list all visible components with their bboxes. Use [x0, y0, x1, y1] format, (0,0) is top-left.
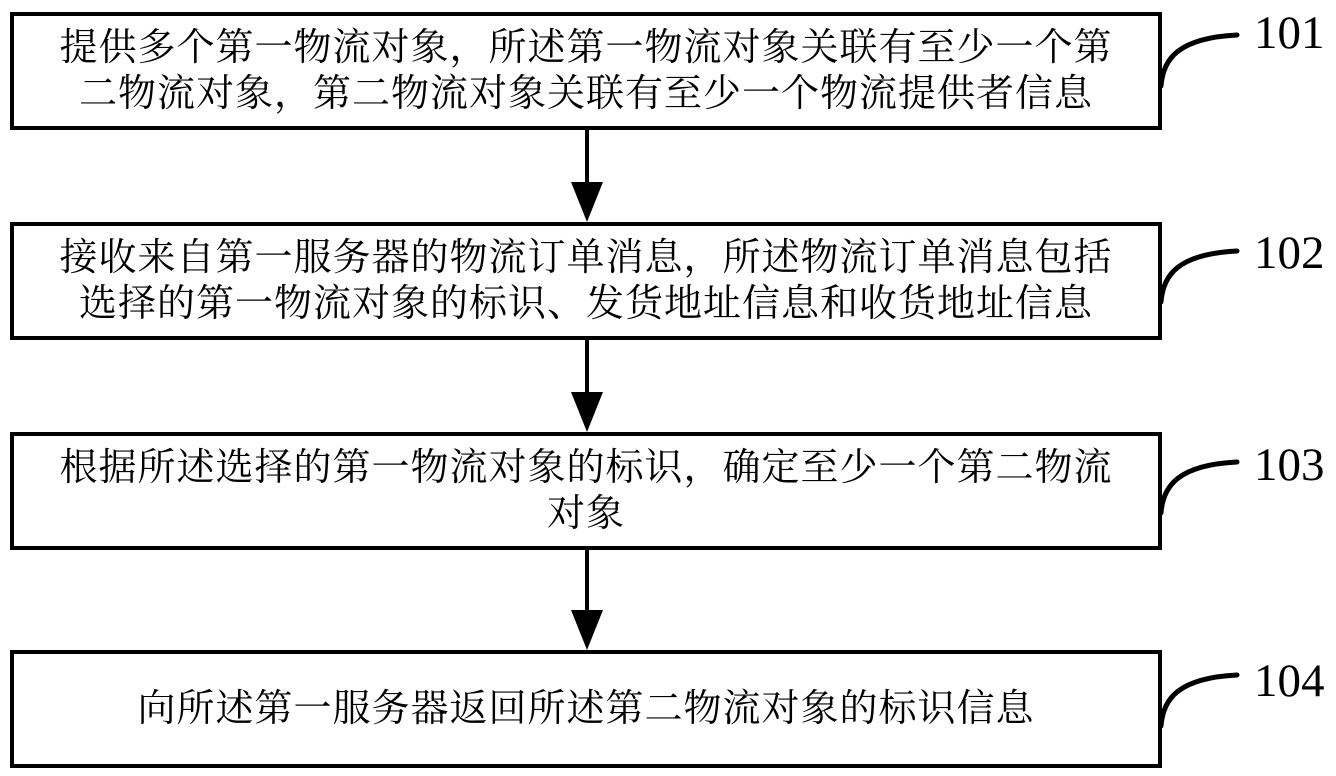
- down-arrow-icon: [571, 340, 603, 432]
- leader-line-101: [1158, 26, 1240, 88]
- step-box-101: [10, 12, 1162, 130]
- ref-label-104: 104: [1254, 655, 1325, 707]
- step-104-text-line-1: 向所述第一服务器返回所述第二物流对象的标识信息: [137, 688, 1035, 730]
- ref-label-101: 101: [1254, 7, 1325, 59]
- step-103-text-line-2: 对象: [546, 493, 625, 535]
- step-102-text-line-2: 选择的第一物流对象的标识、发货地址信息和收货地址信息: [78, 283, 1093, 325]
- arrow-shaft: [585, 130, 589, 186]
- arrow-head: [571, 610, 603, 650]
- leader-line-103: [1158, 453, 1240, 515]
- step-box-103: [10, 432, 1162, 550]
- step-101-text-line-2: 二物流对象，第二物流对象关联有至少一个物流提供者信息: [78, 73, 1093, 115]
- step-box-102: [10, 222, 1162, 340]
- ref-label-102: 102: [1254, 227, 1325, 279]
- arrow-shaft: [585, 340, 589, 396]
- step-box-104: [10, 650, 1162, 768]
- down-arrow-icon: [571, 550, 603, 650]
- ref-label-103: 103: [1254, 439, 1325, 491]
- arrow-head: [571, 182, 603, 222]
- leader-line-102: [1158, 242, 1240, 304]
- leader-line-104: [1158, 666, 1240, 728]
- step-103-text-line-1: 根据所述选择的第一物流对象的标识，确定至少一个第二物流: [59, 447, 1113, 489]
- step-101-text-line-1: 提供多个第一物流对象，所述第一物流对象关联有至少一个第: [59, 27, 1113, 69]
- step-102-text-line-1: 接收来自第一服务器的物流订单消息，所述物流订单消息包括: [59, 237, 1113, 279]
- arrow-head: [571, 392, 603, 432]
- arrow-shaft: [585, 550, 589, 614]
- down-arrow-icon: [571, 130, 603, 222]
